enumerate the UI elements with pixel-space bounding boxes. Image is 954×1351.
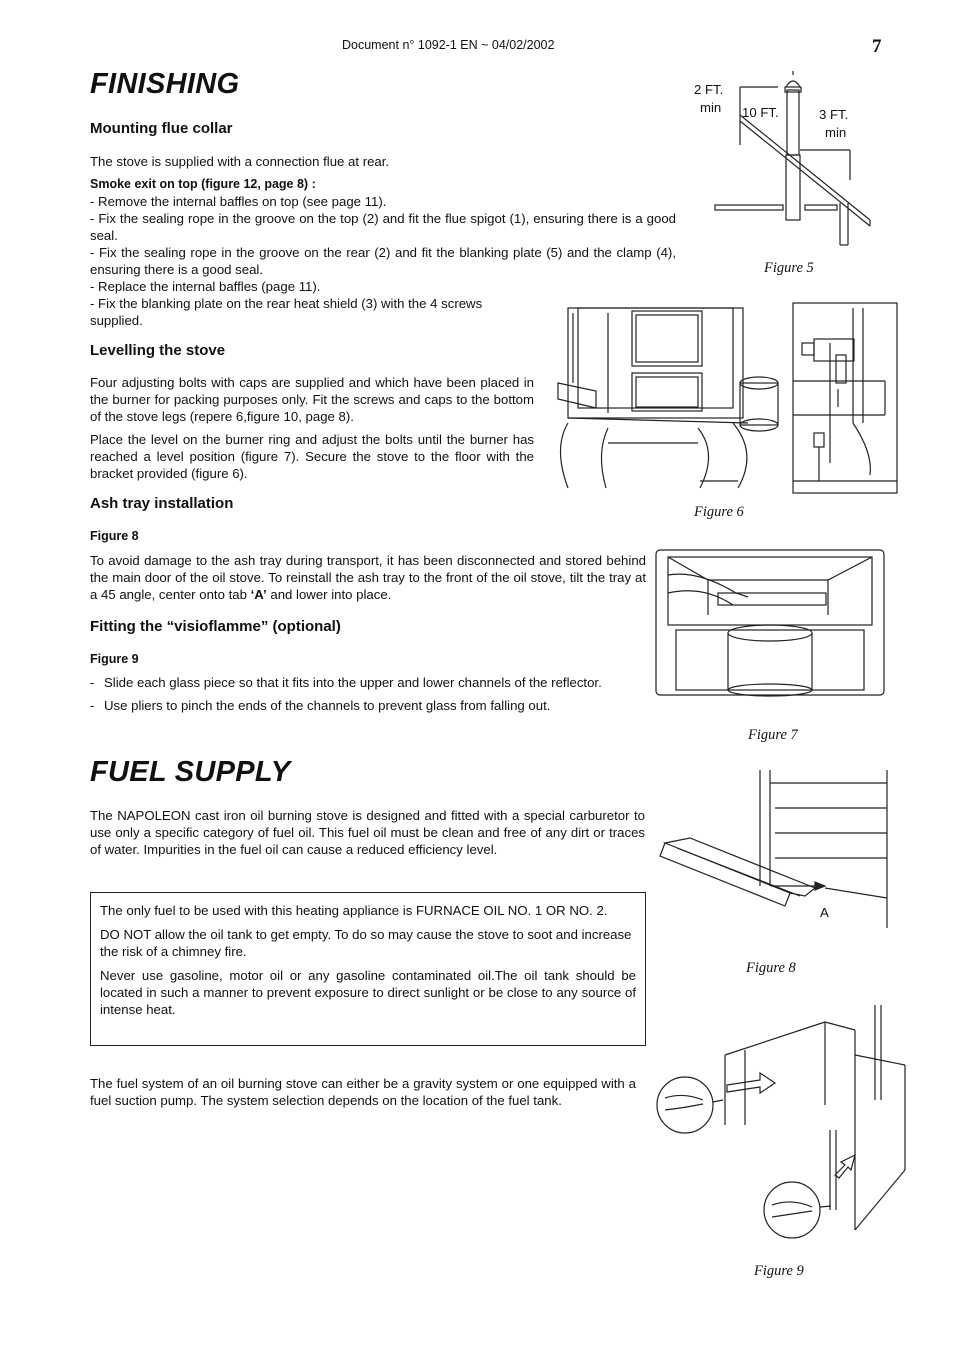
ash-figure-ref: Figure 8 xyxy=(90,529,139,543)
figure-9-caption: Figure 9 xyxy=(754,1263,804,1279)
figure-8-ash-tray-install xyxy=(655,768,889,928)
list-item: - Use pliers to pinch the ends of the channels to prevent glass from falling out. xyxy=(90,698,551,713)
warning-line: Never use gasoline, motor oil or any gasoline contaminated oil.The oil tank should be located in such a manner to prevent exposure to direct sunlight or be close to any source of intense heat. xyxy=(100,968,636,1017)
visioflamme-heading: Fitting the “visioflamme” (optional) xyxy=(90,618,341,635)
mounting-step: - Fix the blanking plate on the rear heat shield (3) with the 4 screws supplied. xyxy=(90,296,483,328)
smoke-exit-label: Smoke exit on top (figure 12, page 8) : xyxy=(90,177,316,191)
figure-7-ash-tray xyxy=(648,545,888,700)
label-a: A xyxy=(820,905,829,920)
figure-9-visioflamme xyxy=(655,1000,915,1245)
levelling-paragraph-2: Place the level on the burner ring and adjust the bolts until the burner has reached a level position (figure 7). Secure the stove to the floor with the bracket provided (figure 6). xyxy=(90,432,534,481)
label-3ft: 3 FT. xyxy=(819,107,849,122)
visio-list xyxy=(90,674,646,714)
list-item: - Slide each glass piece so that it fits into the upper and lower channels of the reflector. xyxy=(90,675,602,690)
visio-figure-ref: Figure 9 xyxy=(90,652,139,666)
label-3ft-min: min xyxy=(825,125,847,140)
ash-tray-heading: Ash tray installation xyxy=(90,495,234,512)
figure-6-stove-leveling xyxy=(548,303,898,498)
label-10ft: 10 FT. xyxy=(742,105,779,120)
mounting-step: - Fix the sealing rope in the groove on the top (2) and fit the flue spigot (1), ensuring there is a good seal. xyxy=(90,211,676,243)
warning-line: DO NOT allow the oil tank to get empty. To do so may cause the stove to soot and increase the risk of a chimney fire. xyxy=(100,927,632,959)
mounting-step: - Remove the internal baffles on top (see page 11). xyxy=(90,194,387,209)
levelling-heading: Levelling the stove xyxy=(90,342,226,359)
fuel-supply-title: FUEL SUPPLY xyxy=(90,756,291,788)
mounting-intro: The stove is supplied with a connection flue at rear. xyxy=(90,154,390,169)
fuel-intro: The NAPOLEON cast iron oil burning stove is designed and fitted with a special carburetor to use only a specific category of fuel oil. This fuel oil must be clean and free of any dirt or traces of water. Impurities in the fuel oil can cause a reduced efficiency level. xyxy=(90,808,645,857)
label-2ft-min: min xyxy=(700,100,722,115)
fuel-warning-box xyxy=(90,892,646,1046)
figure-5-caption: Figure 5 xyxy=(764,260,814,276)
finishing-title: FINISHING xyxy=(90,68,240,100)
page-number: 7 xyxy=(872,36,882,57)
figure-7-caption: Figure 7 xyxy=(748,727,798,743)
ash-tray-text: To avoid damage to the ash tray during transport, it has been disconnected and stored behind the main door of the oil stove. To reinstall the ash tray to the front of the oil stove, tilt the tray at a 45 angle, center onto tab ‘A’ and lower into place. xyxy=(90,553,646,602)
fuel-system-text: The fuel system of an oil burning stove can either be a gravity system or one equipped with a fuel suction pump. The system selection depends on the location of the fuel tank. xyxy=(90,1076,636,1108)
mounting-step: - Replace the internal baffles (page 11). xyxy=(90,279,321,294)
levelling-paragraph-1: Four adjusting bolts with caps are supplied and which have been placed in the burner for packing purposes only. Fit the screws and caps to the bottom of the stove legs (repere 6,figure 10, page 8). xyxy=(90,375,534,424)
tab-a-label: ‘A’ xyxy=(250,587,267,602)
mounting-heading: Mounting flue collar xyxy=(90,120,233,137)
document-reference: Document n° 1092-1 EN ~ 04/02/2002 xyxy=(342,38,555,52)
mounting-step: - Fix the sealing rope in the groove on the rear (2) and fit the blanking plate (5) and the clamp (4), ensuring there is a good seal. xyxy=(90,245,676,277)
figure-8-caption: Figure 8 xyxy=(746,960,796,976)
figure-6-caption: Figure 6 xyxy=(694,504,744,520)
warning-line: The only fuel to be used with this heating appliance is FURNACE OIL NO. 1 OR NO. 2. xyxy=(100,903,608,918)
label-2ft: 2 FT. xyxy=(694,82,724,97)
